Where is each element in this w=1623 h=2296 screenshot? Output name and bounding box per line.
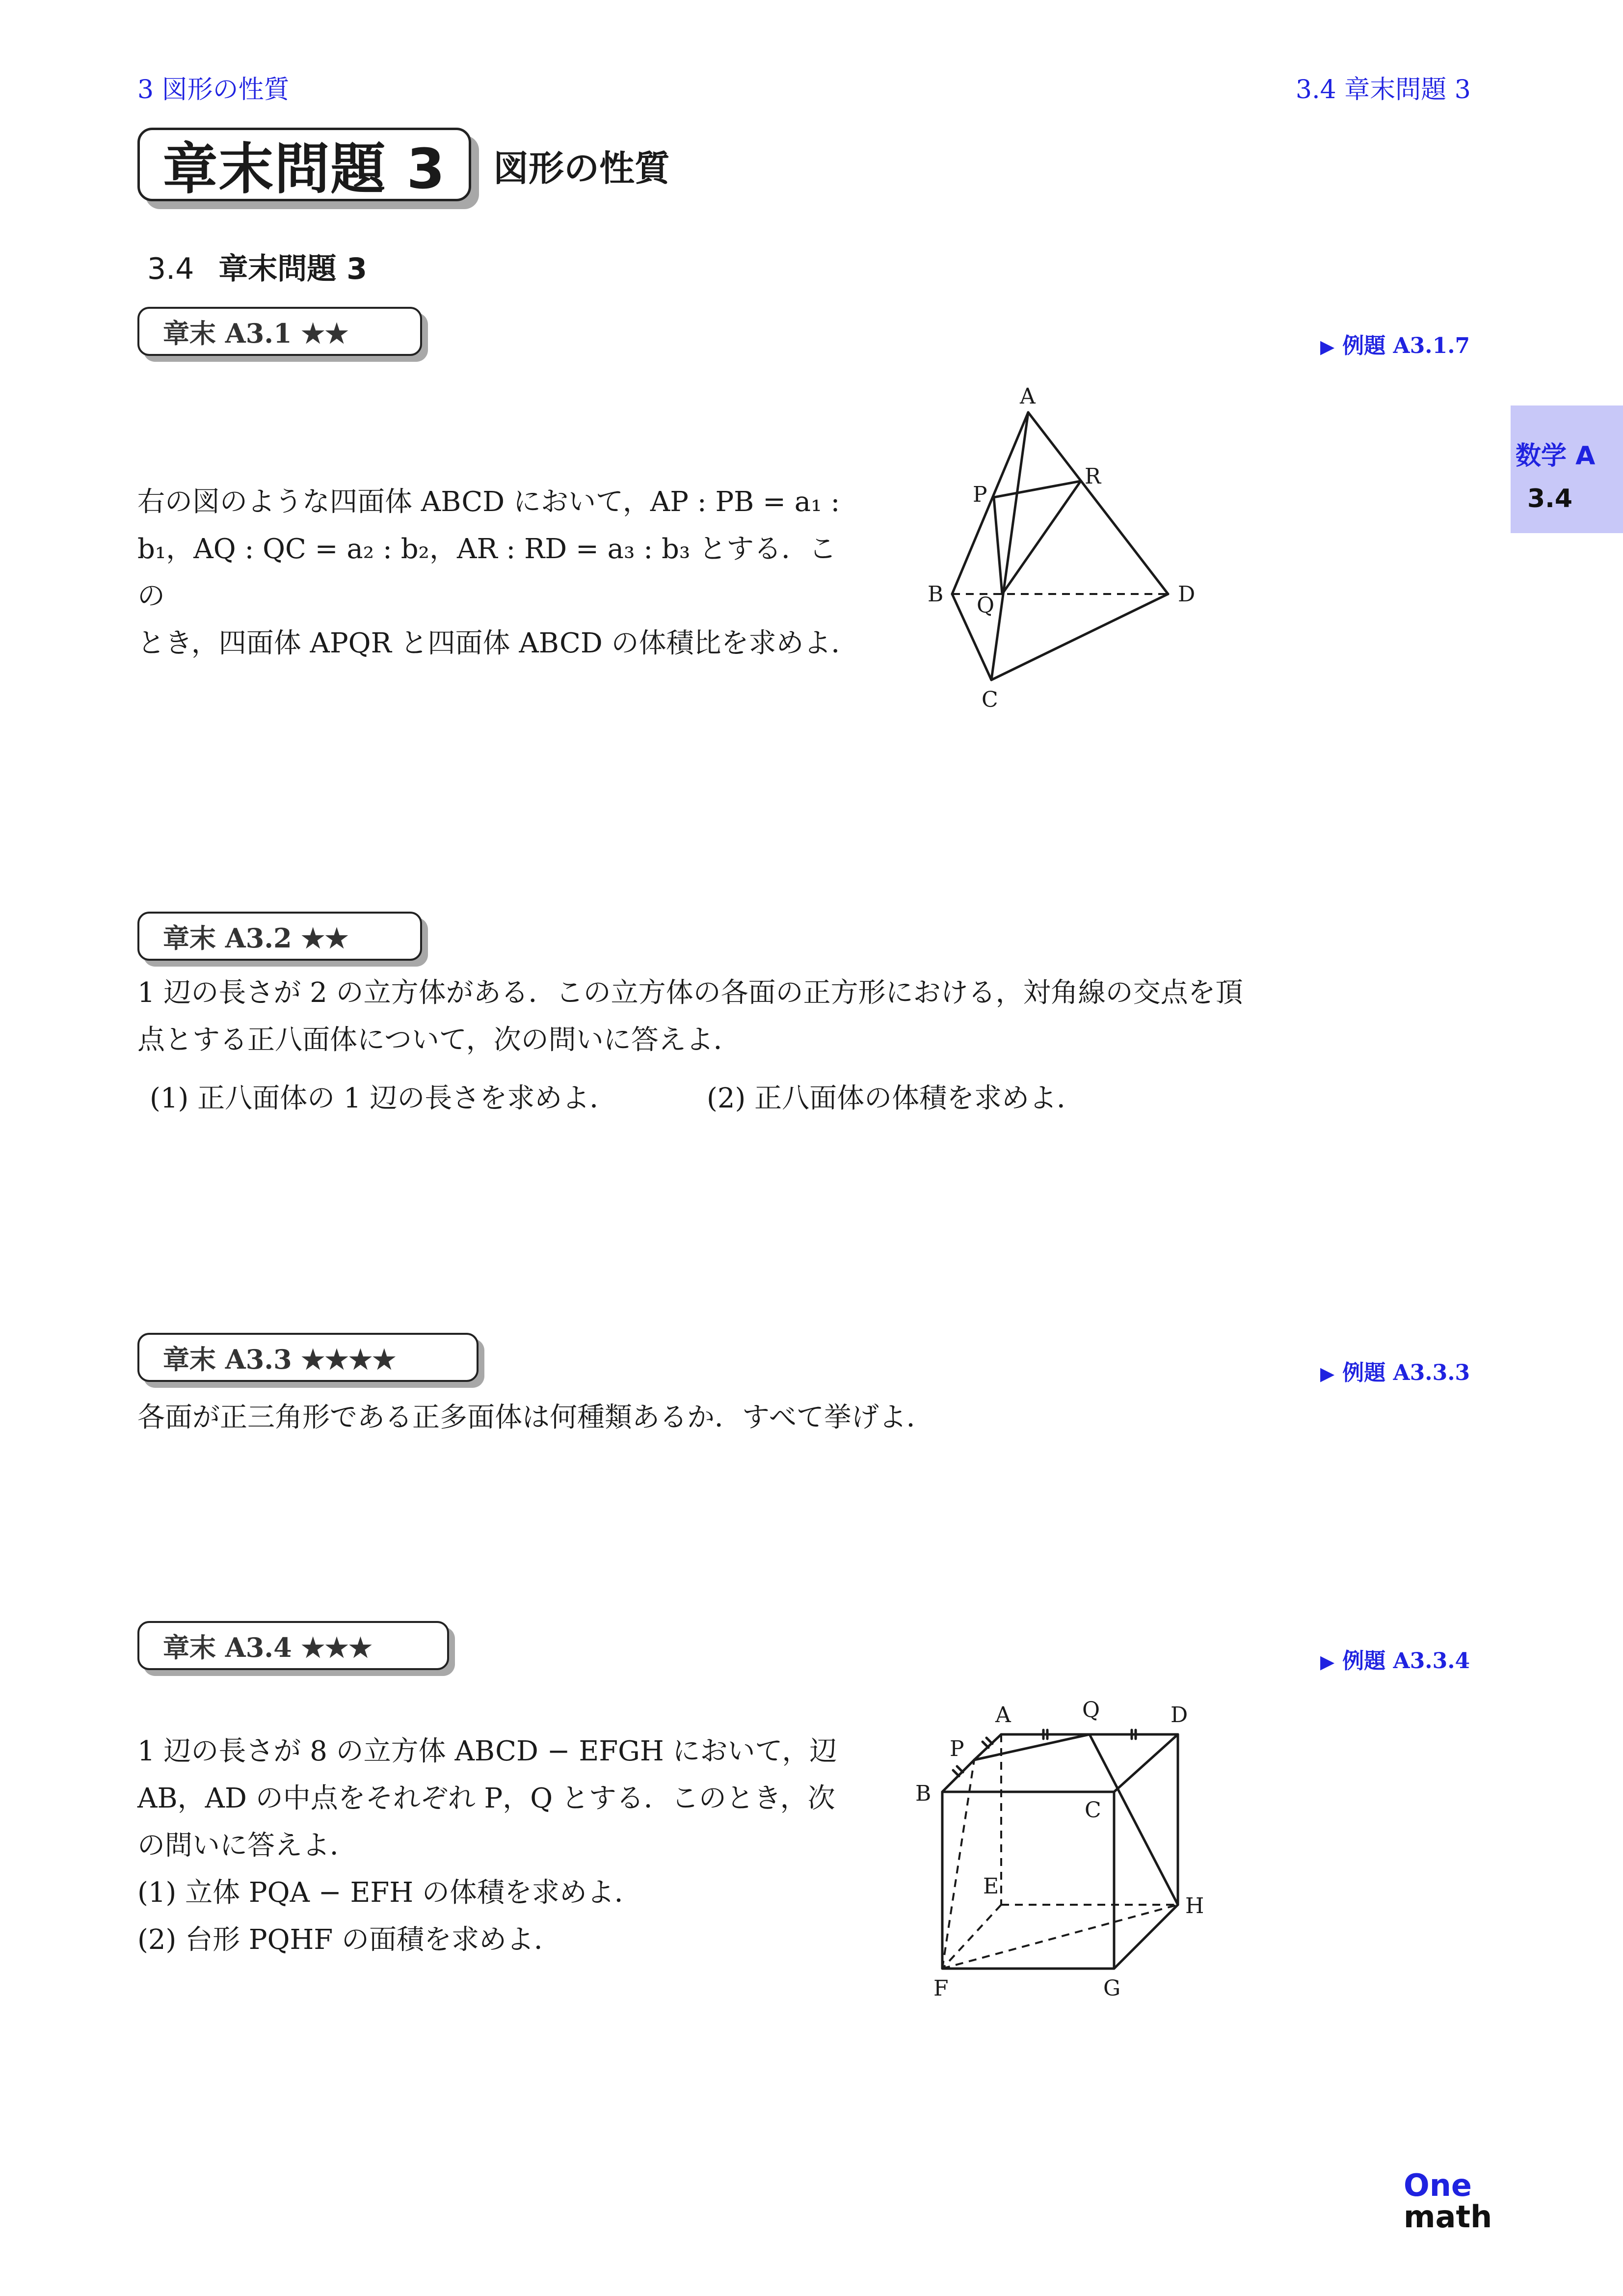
example-ref-a3-4[interactable] — [1320, 1643, 1470, 1675]
tick-mark — [986, 1738, 992, 1744]
chapter-title-box — [137, 128, 471, 201]
vertex-label-f: F — [933, 1976, 949, 2001]
problem-line: (1) 立体 PQA − EFH の体積を求めよ． — [137, 1877, 642, 1909]
tick-mark — [983, 1742, 988, 1748]
edge-fh-hidden — [942, 1905, 1178, 1969]
vertex-label-r: R — [1085, 464, 1101, 489]
example-ref-a3-1[interactable] — [1320, 328, 1470, 359]
tick-mark — [957, 1766, 963, 1772]
edge-pq — [994, 497, 1002, 594]
problem-line: b₁，AQ : QC = a₂ : b₂，AR : RD = a₃ : b₃ とする．この — [137, 533, 837, 612]
edge-ef-hidden — [942, 1905, 1001, 1969]
cube-figure — [908, 1689, 1251, 2008]
triangle-right-icon: ▶ — [1320, 335, 1335, 357]
section-number: 3.4 — [147, 252, 194, 286]
side-tab[interactable] — [1511, 405, 1623, 533]
onemath-logo — [1404, 2167, 1492, 2235]
vertex-label-e: E — [983, 1874, 999, 1899]
vertex-label-d: D — [1171, 1702, 1188, 1728]
problem-text-a3-4 — [137, 1728, 874, 1964]
edge-qh — [1090, 1734, 1178, 1905]
vertex-label-c: C — [982, 687, 998, 712]
vertex-label-b: B — [928, 582, 944, 607]
vertex-label-g: G — [1103, 1976, 1121, 2001]
vertex-label-a: A — [995, 1702, 1011, 1728]
vertex-label-p: P — [950, 1736, 964, 1761]
vertex-label-c: C — [1085, 1798, 1101, 1823]
problem-text-a3-1 — [137, 479, 864, 667]
problem-badge-a3-4 — [137, 1621, 449, 1670]
problem-line: (2) 台形 PQHF の面積を求めよ． — [137, 1924, 562, 1956]
header-chapter: 3 図形の性質 — [137, 75, 290, 105]
logo-line1: One — [1404, 2167, 1472, 2203]
example-ref-label: 例題 A3.3.3 — [1342, 1360, 1470, 1385]
vertex-label-h: H — [1185, 1893, 1204, 1918]
example-ref-label: 例題 A3.1.7 — [1342, 333, 1470, 358]
logo-line2: math — [1404, 2199, 1492, 2235]
problem-badge-a3-2 — [137, 912, 422, 961]
problem-label: 章末 A3.3 ★★★★ — [163, 1343, 397, 1375]
vertex-label-a: A — [1020, 384, 1036, 409]
vertex-label-p: P — [973, 482, 987, 507]
chapter-subtitle: 図形の性質 — [493, 148, 670, 189]
edge-pr — [994, 481, 1081, 497]
problem-text-a3-2 — [137, 970, 1315, 1064]
problem-line: 各面が正三角形である正多面体は何種類あるか．すべて挙げよ． — [137, 1402, 934, 1433]
edge-pq — [974, 1734, 1090, 1760]
tetrahedron-figure — [908, 378, 1227, 722]
edge-ad — [1028, 412, 1168, 594]
triangle-right-icon: ▶ — [1320, 1362, 1335, 1384]
problem-badge-a3-1 — [137, 307, 422, 356]
example-ref-label: 例題 A3.3.4 — [1342, 1648, 1470, 1674]
problem-line: 右の図のような四面体 ABCD において，AP : PB = a₁ : — [137, 486, 840, 518]
edge-dc — [1114, 1734, 1178, 1792]
problem-line: AB，AD の中点をそれぞれ P，Q とする．このとき，次 — [137, 1783, 835, 1814]
problem-label: 章末 A3.4 ★★★ — [163, 1631, 372, 1663]
chapter-title: 章末問題 3 — [162, 137, 446, 201]
subquestion-2: (2) 正八面体の体積を求めよ． — [707, 1082, 1085, 1114]
vertex-label-q: Q — [1082, 1698, 1100, 1723]
problem-line: 点とする正八面体について，次の問いに答えよ． — [137, 1024, 741, 1056]
section-heading — [147, 245, 367, 288]
edge-cd — [991, 594, 1168, 680]
problem-label: 章末 A3.2 ★★ — [163, 922, 349, 954]
problem-label: 章末 A3.1 ★★ — [163, 317, 349, 349]
edge-qr — [1002, 481, 1081, 594]
problem-line: とき，四面体 APQR と四面体 ABCD の体積比を求めよ． — [137, 627, 859, 659]
problem-line: の問いに答えよ． — [137, 1830, 357, 1862]
problem-text-a3-3 — [137, 1394, 1315, 1441]
subquestion-1: (1) 正八面体の 1 辺の長さを求めよ． — [150, 1082, 617, 1114]
problem-badge-a3-3 — [137, 1333, 479, 1382]
triangle-right-icon: ▶ — [1320, 1650, 1335, 1673]
vertex-label-b: B — [915, 1781, 931, 1806]
header-section: 3.4 章末問題 3 — [1296, 75, 1471, 105]
tick-mark — [953, 1770, 959, 1776]
side-tab-subject: 数学 A — [1516, 441, 1596, 471]
problem-line: 1 辺の長さが 8 の立方体 ABCD − EFGH において，辺 — [137, 1735, 837, 1767]
vertex-label-q: Q — [977, 593, 995, 618]
example-ref-a3-3[interactable] — [1320, 1355, 1470, 1386]
section-title: 章末問題 3 — [218, 252, 368, 286]
vertex-label-d: D — [1178, 582, 1196, 607]
problem-line: 1 辺の長さが 2 の立方体がある．この立方体の各面の正方形における，対角線の交点を頂 — [137, 977, 1243, 1009]
side-tab-section: 3.4 — [1527, 484, 1573, 513]
